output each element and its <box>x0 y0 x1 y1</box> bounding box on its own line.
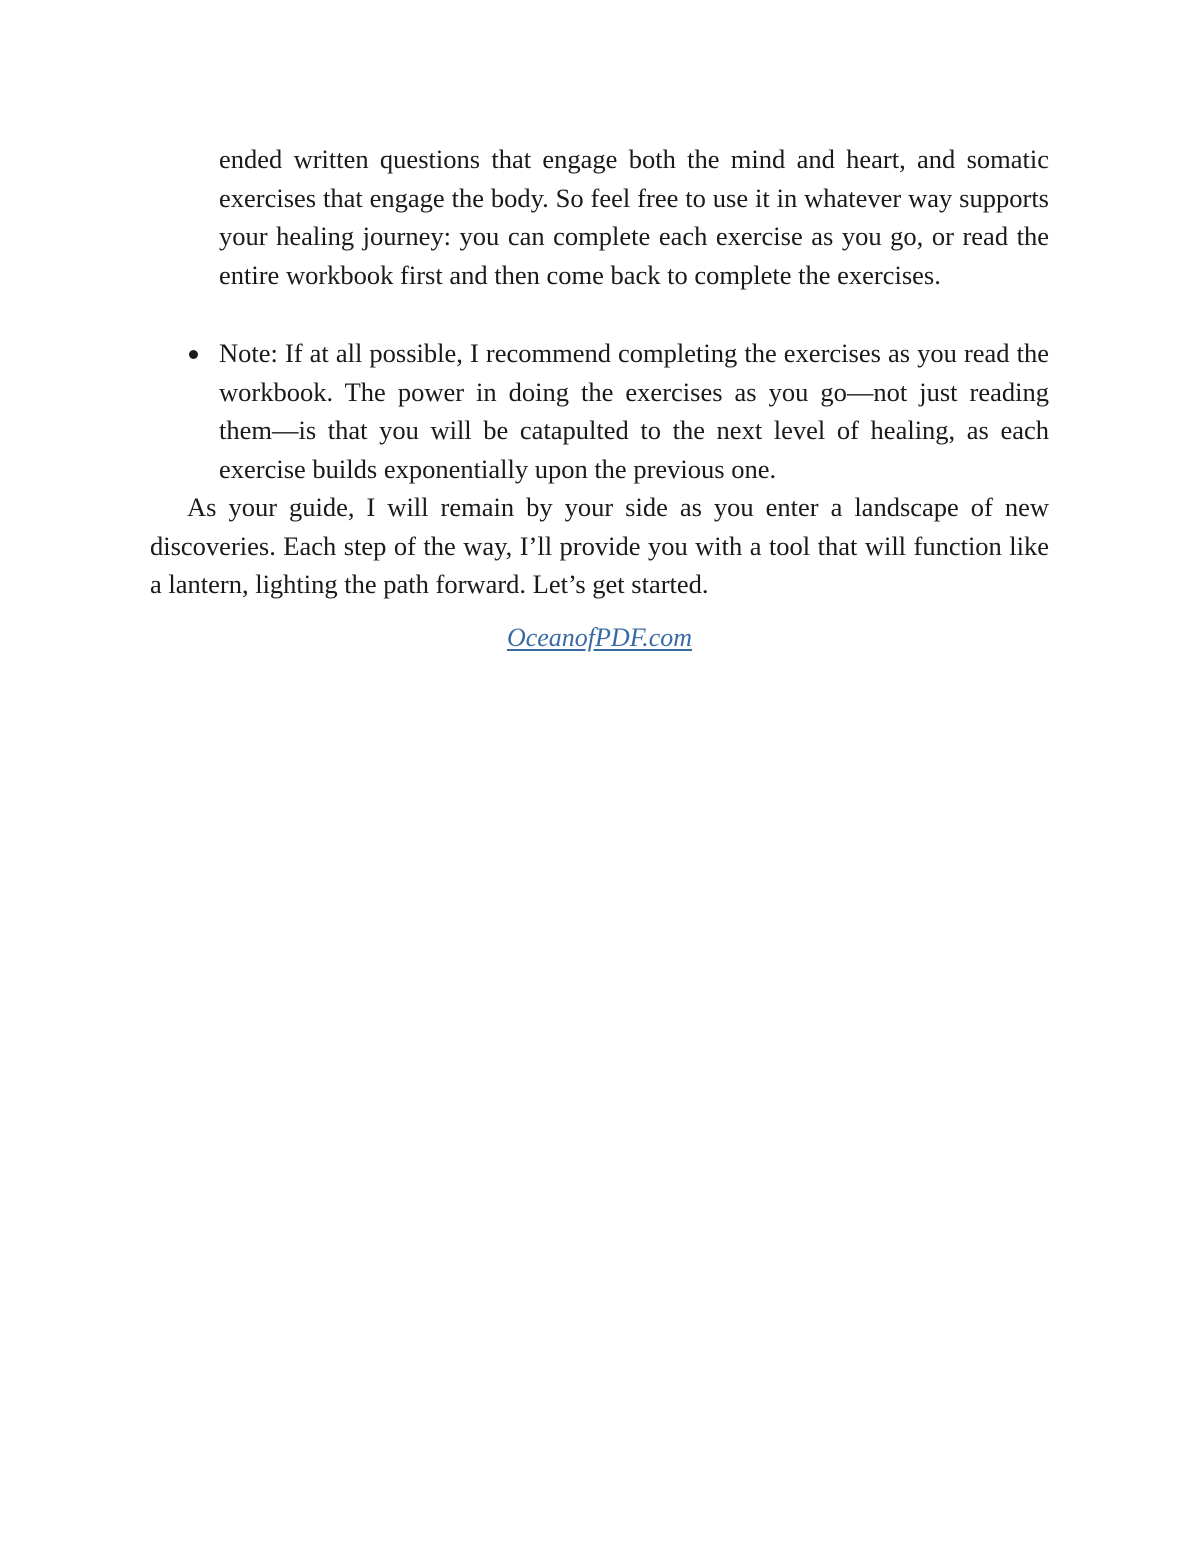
footer <box>150 618 1049 658</box>
bullet-icon <box>189 350 198 359</box>
list-item <box>219 334 1049 488</box>
bullet-list <box>150 334 1049 488</box>
closing-paragraph: As your guide, I will remain by your side as you enter a landscape of new discoveries. Each step of the way, I’ll provide you with a tool that will function like a lantern, lighting the path forward. Let’s get started. <box>150 492 1049 599</box>
continued-paragraph: ended written questions that engage both the mind and heart, and somatic exercises that engage the body. So feel free to use it in whatever way supports your healing journey: you can complete each exercise as you go, or read the entire workbook first and then come back to complete the exercises. <box>219 144 1049 290</box>
bullet-text: Note: If at all possible, I recommend completing the exercises as you read the workbook. The power in doing the exercises as you go—not just reading them—is that you will be catapulted to the next level of healing, as each exercise builds exponentially upon the previous one. <box>219 338 1049 484</box>
body-text <box>150 140 1049 657</box>
oceanofpdf-link[interactable]: OceanofPDF.com <box>506 622 693 652</box>
